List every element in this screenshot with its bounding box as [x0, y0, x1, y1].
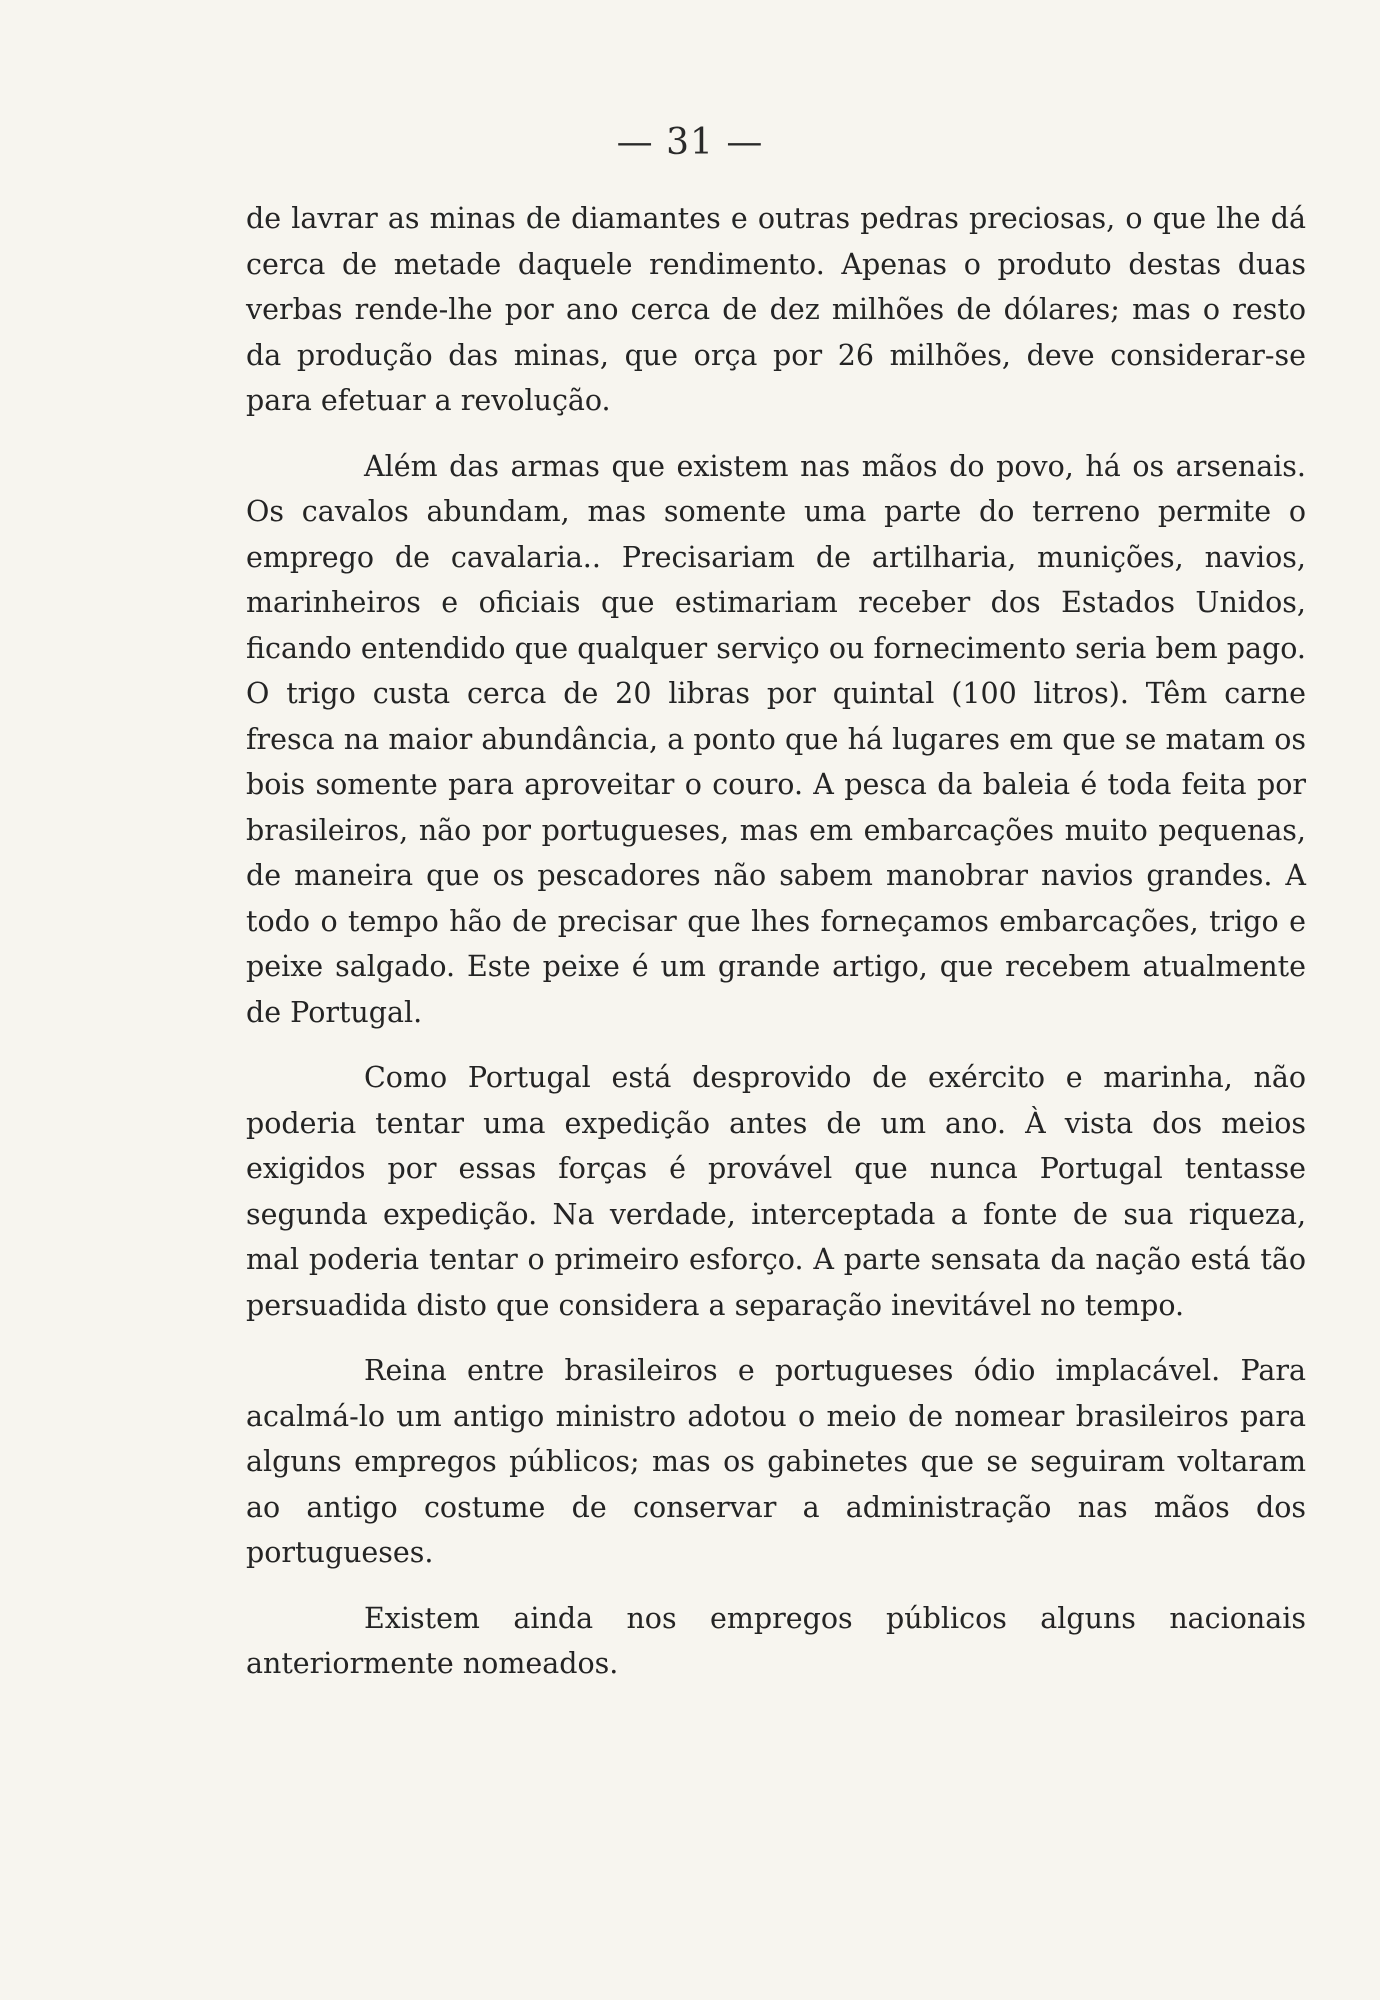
paragraph-1: de lavrar as minas de diamantes e outras pedras preciosas, o que lhe dá cerca de metade daquele rendimento. Apenas o produto destas duas verbas rende-lhe por ano cerca de dez milhões de dólares; mas o resto da produção das minas, que orça por 26 milhões, deve considerar-se para efetuar a revolução. [246, 202, 1306, 417]
paragraph-4: Reina entre brasileiros e portugueses ódio implacável. Para acalmá-lo um antigo ministro adotou o meio de nomear brasileiros para alguns empregos públicos; mas os gabinetes que se seguiram voltaram ao antigo costume de conservar a administração nas mãos dos portugueses. [246, 1354, 1306, 1569]
page-number: — 31 — [616, 122, 764, 163]
body-text [246, 196, 1306, 1687]
paragraph-2: Além das armas que existem nas mãos do povo, há os arsenais. Os cavalos abundam, mas somente uma parte do terreno permite o emprego de cavalaria.. Precisariam de artilharia, munições, navios, marinheiros e oficiais que estimariam receber dos Estados Unidos, ficando entendido que qualquer serviço ou fornecimento seria bem pago. O trigo custa cerca de 20 libras por quintal (100 litros). Têm carne fresca na maior abundância, a ponto que há lugares em que se matam os bois somente para aproveitar o couro. A pesca da baleia é toda feita por brasileiros, não por portugueses, mas em embarcações muito pequenas, de maneira que os pescadores não sabem manobrar navios grandes. A todo o tempo hão de precisar que lhes forneçamos embarcações, trigo e peixe salgado. Este peixe é um grande artigo, que recebem atualmente de Portugal. [246, 449, 1306, 1029]
paragraph-3: Como Portugal está desprovido de exército e marinha, não poderia tentar uma expedição antes de um ano. À vista dos meios exigidos por essas forças é provável que nunca Portugal tentasse segunda expedição. Na verdade, interceptada a fonte de sua riqueza, mal poderia tentar o primeiro esforço. A parte sensata da nação está tão persuadida disto que considera a separação inevitável no tempo. [246, 1061, 1306, 1322]
paragraph-5: Existem ainda nos empregos públicos alguns nacionais anteriormente nomeados. [246, 1601, 1306, 1680]
